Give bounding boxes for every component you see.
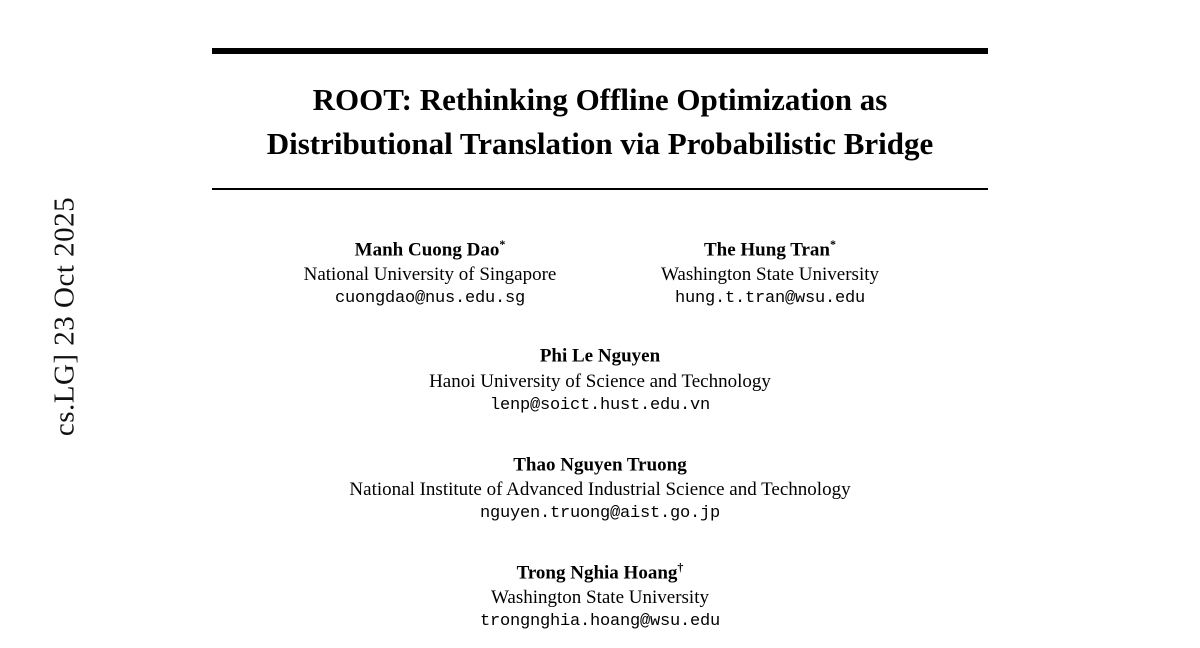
author-block — [260, 232, 600, 310]
author-name — [429, 338, 771, 368]
page-title — [212, 78, 988, 166]
arxiv-stamp-text: cs.LG] 23 Oct 2025 — [48, 196, 81, 437]
author-row-spacer — [212, 310, 988, 338]
author-affiliation: Washington State University — [490, 587, 709, 609]
author-name-text: Thao Nguyen Truong — [513, 453, 687, 475]
author-affiliation: National University of Singapore — [303, 264, 557, 286]
author-email[interactable]: hung.t.tran@wsu.edu — [674, 289, 866, 309]
author-name — [260, 232, 600, 262]
author-row-spacer — [212, 525, 988, 555]
author-affiliation: Washington State University — [661, 264, 879, 286]
page-title-line-1: ROOT: Rethinking Offline Optimization as — [312, 82, 888, 117]
page-title-line-2: Distributional Translation via Probabilistic Bridge — [266, 126, 934, 161]
author-row-2 — [212, 338, 988, 416]
author-name — [349, 447, 850, 477]
author-marker: † — [677, 559, 684, 574]
author-row-3 — [212, 447, 988, 525]
author-row-1 — [212, 232, 988, 310]
author-marker: * — [830, 237, 836, 251]
author-block — [407, 338, 793, 416]
author-email[interactable]: trongnghia.hoang@wsu.edu — [479, 612, 721, 632]
author-name-text: Trong Nghia Hoang — [516, 562, 678, 584]
author-name — [600, 232, 940, 262]
author-marker: * — [499, 237, 506, 251]
author-email[interactable]: cuongdao@nus.edu.sg — [334, 289, 526, 309]
author-block — [327, 447, 872, 525]
author-name-text: Manh Cuong Dao — [354, 239, 500, 261]
author-row-4 — [212, 555, 988, 633]
author-row-spacer — [212, 417, 988, 447]
title-rule-top — [212, 48, 988, 54]
author-name — [480, 555, 720, 585]
author-block — [458, 555, 742, 633]
author-block — [600, 232, 940, 310]
author-name-text: The Hung Tran — [703, 239, 830, 261]
author-affiliation: Hanoi University of Science and Technology — [429, 370, 771, 392]
author-email[interactable]: nguyen.truong@aist.go.jp — [479, 503, 721, 523]
author-name-text: Phi Le Nguyen — [539, 345, 661, 367]
title-rule-bottom — [212, 188, 988, 190]
author-email[interactable]: lenp@soict.hust.edu.vn — [489, 395, 711, 415]
author-affiliation: National Institute of Advanced Industrial Science and Technology — [349, 478, 851, 500]
author-list — [212, 232, 988, 633]
